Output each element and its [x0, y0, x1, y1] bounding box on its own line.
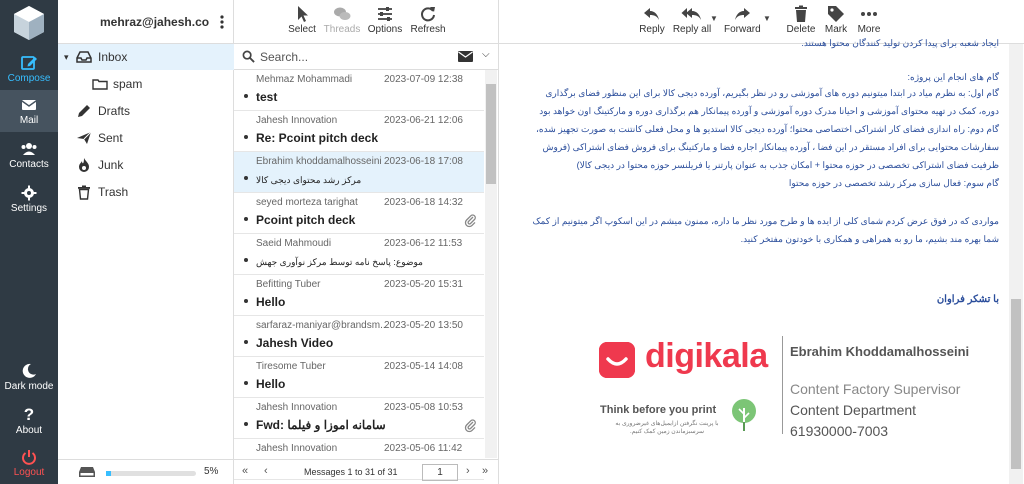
- digikala-logo-icon: [599, 342, 635, 378]
- message-subject: موضوع: پاسخ نامه توسط مرکز نوآوری جهش: [256, 257, 423, 267]
- message-sender: Jahesh Innovation: [256, 402, 338, 413]
- sliders-icon: [375, 4, 395, 24]
- message-date: 2023-06-18 17:08: [384, 156, 463, 167]
- inbox-icon: [76, 49, 92, 65]
- print-tagline: Think before you print: [600, 404, 717, 416]
- message-list: [234, 70, 484, 458]
- brand-name: digikala: [645, 337, 768, 375]
- body-line: مواردی که در فوق عرض کردم شمای کلی از ایده ها و طرح مورد نظر ما داره، ممنون میشم در این اسکوپ اگر میتونیم از کمک: [532, 216, 999, 226]
- mail-label: Mail: [19, 115, 39, 126]
- message-row[interactable]: [234, 70, 484, 111]
- select-label: Select: [288, 24, 316, 35]
- folder-label: Junk: [98, 158, 124, 172]
- dark-mode-toggle[interactable]: [0, 356, 58, 398]
- nav-mail[interactable]: [0, 90, 58, 132]
- quota-text: 5%: [204, 466, 219, 477]
- body-line: شما بهره مند بشیم، ما رو به همراهی و همکاری با خودتون مفتخر کنید.: [740, 234, 999, 244]
- mark-button[interactable]: [821, 4, 851, 35]
- closing-text: با تشکر فراوان: [936, 294, 999, 305]
- message-subject: مرکز رشد محتوای دیجی کالا: [256, 175, 362, 185]
- quota-fill: [106, 471, 111, 476]
- message-sender: Befitting Tuber: [256, 279, 321, 290]
- delete-button[interactable]: [785, 4, 817, 35]
- more-button[interactable]: [854, 4, 884, 35]
- main-nav: [0, 0, 58, 484]
- signature-department: Content Department: [790, 402, 917, 418]
- message-date: 2023-05-14 14:08: [384, 361, 463, 372]
- search-options-chevron-icon[interactable]: ⌵: [482, 49, 490, 60]
- next-page-icon[interactable]: ›: [466, 465, 470, 477]
- unread-dot-icon: [244, 94, 248, 98]
- reply-all-icon: [681, 4, 703, 24]
- quota-bar: [106, 471, 196, 476]
- reply-all-button[interactable]: [672, 4, 712, 35]
- reply-icon: [642, 4, 662, 24]
- message-date: 2023-07-09 12:38: [384, 74, 463, 85]
- dark-mode-label: Dark mode: [4, 381, 54, 392]
- forward-icon: [732, 4, 752, 24]
- trash-icon: [791, 4, 811, 24]
- tree-icon: [729, 398, 759, 432]
- pagination-text: Messages 1 to 31 of 31: [304, 467, 398, 477]
- reading-pane: [499, 0, 1024, 484]
- refresh-button[interactable]: [408, 4, 448, 35]
- message-sender: sarfaraz-maniyar@brandsm...: [256, 320, 389, 331]
- message-date: 2023-06-12 11:53: [384, 238, 463, 249]
- message-row[interactable]: [234, 357, 484, 398]
- paperclip-icon: [464, 418, 476, 432]
- paperclip-icon: [464, 213, 476, 227]
- body-line: گام دوم: راه اندازی فضای کار اشتراکی اختصاصی محتوا؛ آورده دیجی کالا استدیو ها و محل فعلی کانتنت به صورت تجهیز شده،: [535, 124, 999, 134]
- unread-dot-icon: [244, 422, 248, 426]
- body-line: ظرفیت فضای اشتراکی تخصصی در حوزه محتوا + امکان جذب به عنوان پارتنر یا فریلنسر حوزه محتوا در دیجی کالا): [576, 160, 999, 170]
- hard-drive-icon: [78, 466, 96, 478]
- message-sender: Tiresome Tuber: [256, 361, 326, 372]
- body-line: سفارشات محتوایی برای افراد مستقر در این فضا ، آورده پیمانکار اجاره فضا و مارکتینگ برای فروش فضای اشتراکی (فروش: [542, 142, 999, 152]
- threads-label: Threads: [323, 24, 361, 35]
- reply-all-dropdown-icon[interactable]: ▼: [710, 14, 718, 23]
- forward-button[interactable]: [724, 4, 760, 35]
- ellipsis-icon: [859, 4, 879, 24]
- app-logo: [10, 4, 48, 42]
- select-button[interactable]: [284, 4, 320, 35]
- reply-all-label: Reply all: [672, 24, 712, 35]
- folder-label: Trash: [98, 185, 129, 199]
- folder-trash[interactable]: [58, 179, 234, 205]
- prev-page-icon[interactable]: ‹: [264, 465, 268, 477]
- folder-inbox[interactable]: [58, 44, 234, 70]
- reply-label: Reply: [639, 24, 665, 35]
- message-subject: Fwd: سامانه اموزا و فیلما: [256, 418, 386, 432]
- message-row[interactable]: [234, 316, 484, 357]
- refresh-label: Refresh: [410, 24, 446, 35]
- message-subject: Hello: [256, 377, 286, 391]
- unread-dot-icon: [244, 258, 248, 262]
- signature-divider: [782, 336, 783, 434]
- body-line: گام اول: به نظرم میاد در ابتدا میتونیم دوره های آموزشی رو در نظر بگیریم، آورده دیجی کالا برای این منظور فضای برگذاری: [545, 88, 999, 98]
- message-list-panel: [234, 0, 499, 484]
- unread-dot-icon: [244, 340, 248, 344]
- cursor-icon: [292, 4, 312, 24]
- body-line: دوره، کمک در تهیه محتوای آموزشی و احیانا مدرک دوره آموزشی و آورده پیمانکار هم برگذاری دوره و مارکتینگ اون خواهد بود: [539, 106, 999, 116]
- message-row[interactable]: [234, 234, 484, 275]
- unread-dot-icon: [244, 176, 248, 180]
- message-row[interactable]: [234, 152, 484, 193]
- mark-label: Mark: [824, 24, 848, 35]
- signature-name: Ebrahim Khoddamalhosseini: [790, 344, 970, 359]
- collapse-chevron-icon[interactable]: ▾: [64, 52, 69, 62]
- message-subject: Re: Pcoint pitch deck: [256, 131, 379, 145]
- delete-label: Delete: [786, 24, 816, 35]
- about-label: About: [15, 425, 43, 436]
- options-button[interactable]: [365, 4, 405, 35]
- reply-button[interactable]: [637, 4, 667, 35]
- message-list-scrollbar[interactable]: [485, 70, 497, 458]
- message-date: 2023-05-20 13:50: [384, 320, 463, 331]
- message-subject: Hello: [256, 295, 286, 309]
- settings-label: Settings: [10, 203, 48, 214]
- message-sender: Jahesh Innovation: [256, 115, 338, 126]
- options-label: Options: [367, 24, 403, 35]
- compose-icon: [20, 54, 38, 72]
- contacts-label: Contacts: [9, 159, 49, 170]
- message-sender: Saeid Mahmoudi: [256, 238, 332, 249]
- envelope-filter-icon[interactable]: [458, 51, 473, 62]
- storage-quota: [58, 459, 234, 484]
- print-tagline-fa: با پرینت نگرفتن ازایمیل‌های غیرضروری به سرسبزماندن زمین کمک کنیم.: [615, 421, 719, 435]
- power-icon: [20, 448, 38, 466]
- more-label: More: [857, 24, 881, 35]
- question-icon: ?: [23, 405, 35, 424]
- folder-sent[interactable]: [58, 125, 234, 151]
- folder-spam[interactable]: [58, 71, 234, 97]
- tag-icon: [826, 4, 846, 24]
- scrollbar-thumb[interactable]: [486, 84, 496, 184]
- message-date: 2023-05-06 11:42: [384, 443, 463, 454]
- folder-junk[interactable]: [58, 152, 234, 178]
- fire-icon: [76, 157, 92, 173]
- folder-label: Sent: [98, 131, 123, 145]
- folder-drafts[interactable]: [58, 98, 234, 124]
- refresh-icon: [418, 4, 438, 24]
- threads-icon: [332, 4, 352, 24]
- unread-dot-icon: [244, 299, 248, 303]
- last-page-icon[interactable]: »: [482, 465, 489, 477]
- nav-settings[interactable]: [0, 178, 58, 220]
- contacts-icon: [20, 140, 38, 158]
- pencil-icon: [76, 103, 92, 119]
- logout-button[interactable]: [0, 442, 58, 484]
- body-line: ایجاد شعبه برای پیدا کردن تولید کنندگان محتوا هستند.: [801, 38, 999, 48]
- signature-role: Content Factory Supervisor: [790, 381, 961, 397]
- email-signature: [599, 334, 999, 444]
- about-button[interactable]: [0, 400, 58, 442]
- forward-label: Forward: [724, 24, 761, 35]
- message-sender: Ebrahim khoddamalhosseini: [256, 156, 382, 167]
- compose-label: Compose: [7, 73, 51, 84]
- folder-panel: [58, 0, 234, 484]
- nav-contacts[interactable]: [0, 134, 58, 176]
- message-subject: Pcoint pitch deck: [256, 213, 356, 227]
- page-number-input[interactable]: 1: [422, 464, 458, 481]
- threads-button[interactable]: [322, 4, 362, 35]
- account-menu-icon[interactable]: [219, 14, 225, 30]
- reading-pane-scrollbar[interactable]: [1009, 44, 1023, 484]
- pagination: [234, 459, 499, 484]
- compose-button[interactable]: [0, 48, 58, 90]
- folder-label: Inbox: [98, 50, 128, 64]
- moon-icon: [20, 362, 38, 380]
- message-sender: Mehmaz Mohammadi: [256, 74, 353, 85]
- message-row[interactable]: [234, 193, 484, 234]
- message-sender: seyed morteza tarighat: [256, 197, 358, 208]
- message-sender: Jahesh Innovation: [256, 443, 338, 454]
- account-email: mehraz@jahesh.co: [100, 15, 210, 29]
- unread-dot-icon: [244, 217, 248, 221]
- message-row[interactable]: [234, 275, 484, 316]
- gear-icon: [20, 184, 38, 202]
- paper-plane-icon: [76, 130, 92, 146]
- message-body: [499, 38, 1009, 484]
- folder-icon: [92, 76, 108, 92]
- search-icon: [242, 50, 255, 63]
- account-header: [58, 0, 234, 44]
- trash-icon: [76, 184, 92, 200]
- forward-dropdown-icon[interactable]: ▼: [763, 14, 771, 23]
- logout-label: Logout: [13, 467, 45, 478]
- folder-label: Drafts: [98, 104, 131, 118]
- list-toolbar: [234, 0, 499, 44]
- message-row[interactable]: [234, 111, 484, 152]
- message-subject: test: [256, 90, 278, 104]
- scrollbar-thumb[interactable]: [1011, 299, 1021, 469]
- body-line: گام سوم: فعال سازی مرکز رشد تخصصی در حوزه محتوا: [788, 178, 999, 188]
- unread-dot-icon: [244, 381, 248, 385]
- message-date: 2023-05-08 10:53: [384, 402, 463, 413]
- message-subject: Jahesh Video: [256, 336, 334, 350]
- message-date: 2023-05-20 15:31: [384, 279, 463, 290]
- signature-phone: 61930000-7003: [790, 423, 889, 439]
- search-bar: [234, 44, 499, 70]
- message-date: 2023-06-21 12:06: [384, 115, 463, 126]
- envelope-icon: [20, 96, 38, 114]
- folder-label: spam: [113, 77, 143, 91]
- body-line: گام های انجام این پروژه:: [907, 72, 999, 82]
- message-date: 2023-06-18 14:32: [384, 197, 463, 208]
- first-page-icon[interactable]: «: [242, 465, 249, 477]
- search-input[interactable]: [260, 48, 450, 66]
- unread-dot-icon: [244, 135, 248, 139]
- message-row[interactable]: [234, 398, 484, 439]
